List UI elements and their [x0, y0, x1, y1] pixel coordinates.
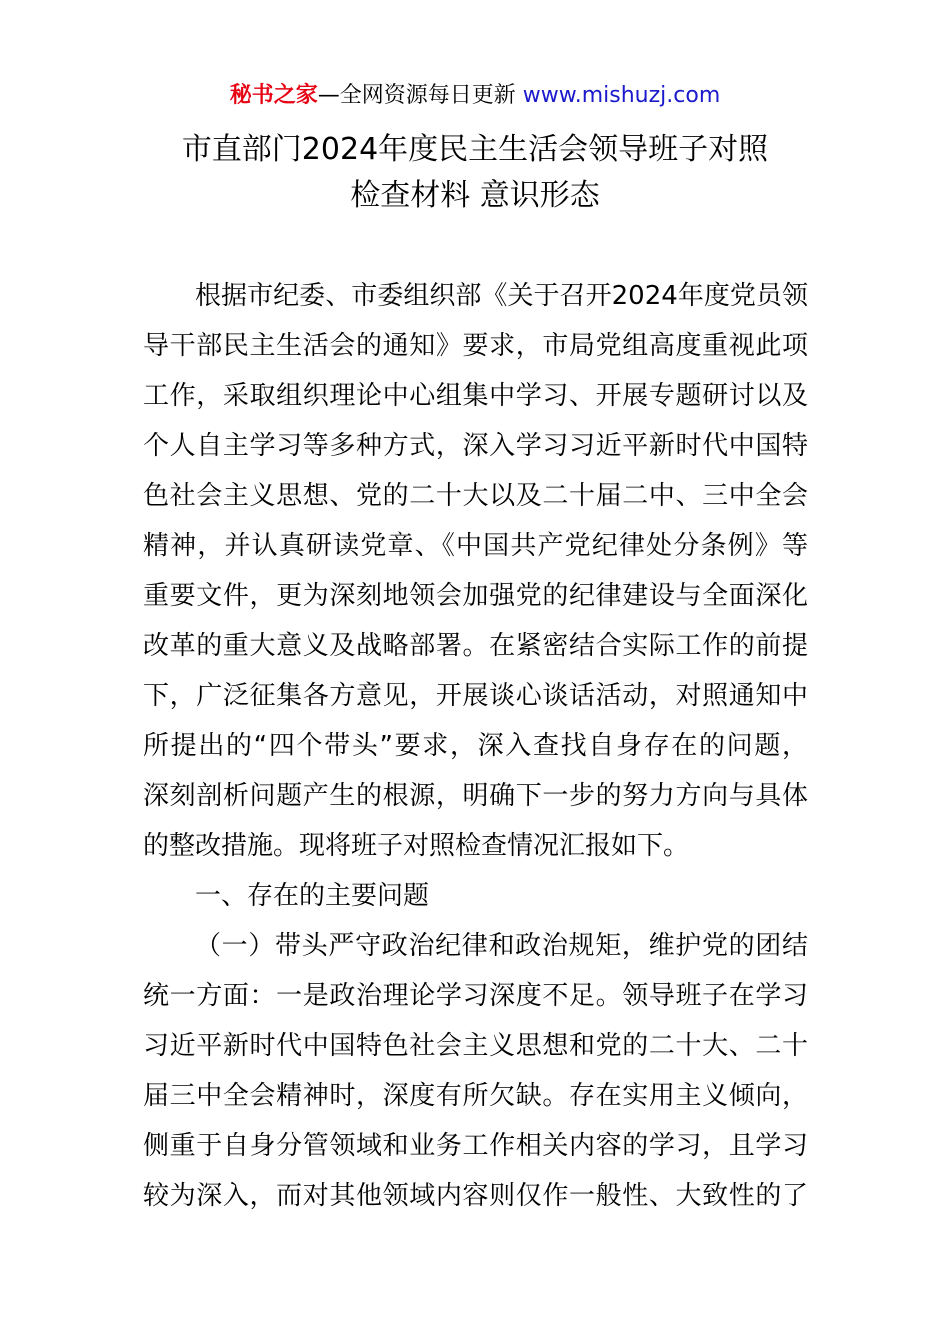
body-line: 较为深入，而对其他领域内容则仅作一般性、大致性的了: [143, 1181, 808, 1211]
body-line: 工作，采取组织理论中心组集中学习、开展专题研讨以及: [143, 381, 808, 411]
body-line: 的整改措施。现将班子对照检查情况汇报如下。: [143, 831, 690, 861]
section-heading: 一、存在的主要问题: [195, 881, 430, 911]
body-line: 统一方面：一是政治理论学习深度不足。领导班子在学习: [143, 981, 808, 1011]
document-body: [143, 271, 808, 1221]
body-line: 习近平新时代中国特色社会主义思想和党的二十大、二十: [143, 1031, 808, 1061]
body-line: 届三中全会精神时，深度有所欠缺。存在实用主义倾向，: [143, 1081, 808, 1111]
body-line: 深刻剖析问题产生的根源，明确下一步的努力方向与具体: [143, 781, 808, 811]
document-title-line-1: 市直部门2024年度民主生活会领导班子对照: [181, 132, 769, 167]
brand-name: 秘书之家: [229, 83, 318, 108]
body-line: 所提出的“四个带头”要求，深入查找自身存在的问题，: [143, 731, 808, 761]
site-url-link[interactable]: www.mishuzj.com: [522, 83, 721, 108]
body-line: （一）带头严守政治纪律和政治规矩，维护党的团结: [195, 931, 808, 961]
document-title: [0, 127, 950, 219]
body-line: 下，广泛征集各方意见，开展谈心谈话活动，对照通知中: [143, 681, 808, 711]
body-line: 精神，并认真研读党章、《中国共产党纪律处分条例》等: [143, 531, 808, 561]
body-line: 重要文件，更为深刻地领会加强党的纪律建设与全面深化: [143, 581, 808, 611]
body-line: 根据市纪委、市委组织部《关于召开2024年度党员领: [195, 281, 808, 311]
body-line: 个人自主学习等多种方式，深入学习习近平新时代中国特: [143, 431, 808, 461]
body-line: 色社会主义思想、党的二十大以及二十届二中、三中全会: [143, 481, 808, 511]
header-slogan: —全网资源每日更新: [317, 83, 523, 108]
site-header: [0, 80, 950, 112]
body-line: 侧重于自身分管领域和业务工作相关内容的学习，且学习: [143, 1131, 808, 1161]
body-line: 导干部民主生活会的通知》要求，市局党组高度重视此项: [143, 331, 808, 361]
document-title-line-2: 检查材料 意识形态: [350, 178, 600, 213]
body-line: 改革的重大意义及战略部署。在紧密结合实际工作的前提: [143, 631, 808, 661]
